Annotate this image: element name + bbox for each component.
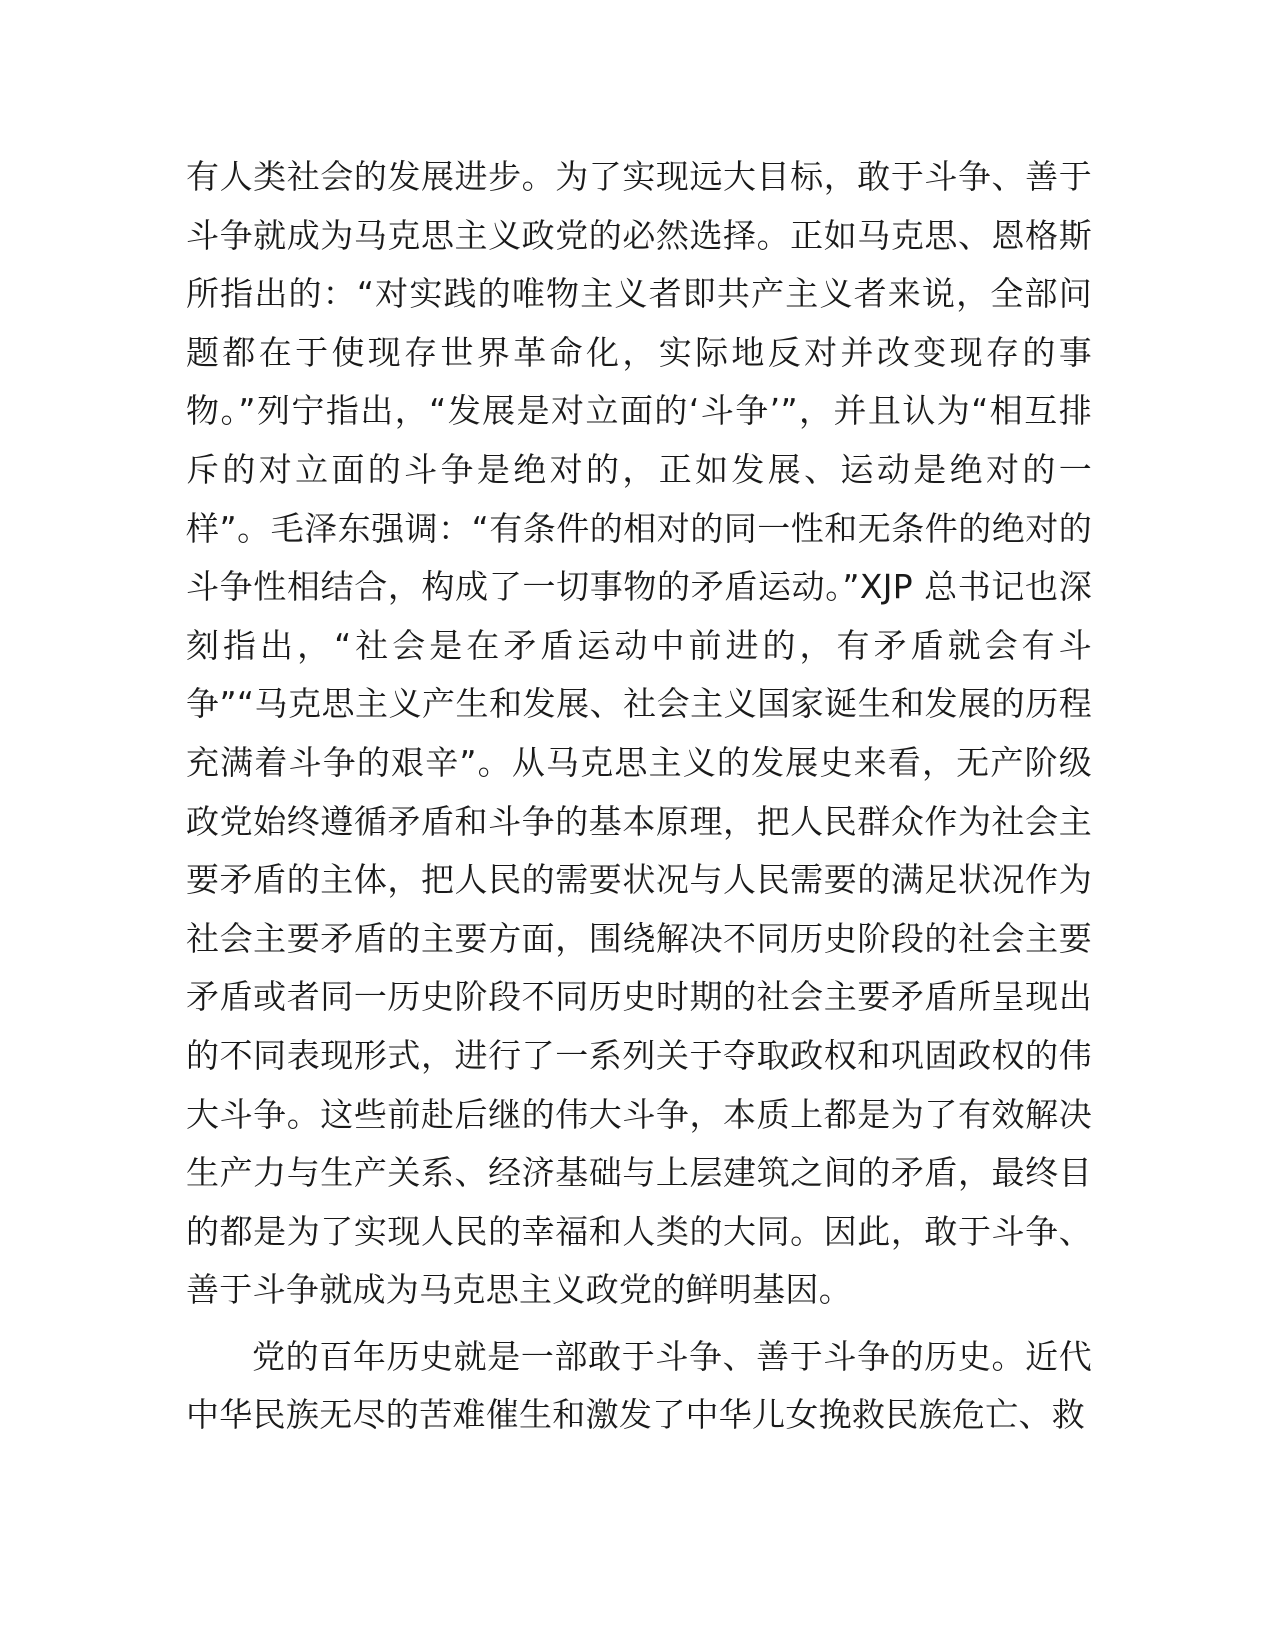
paragraph-1: 有人类社会的发展进步。为了实现远大目标，敢于斗争、善于斗争就成为马克思主义政党的必然选择。正如马克思、恩格斯所指出的：“对实践的唯物主义者即共产主义者来说，全部问题都在于使现存世界革命化，实际地反对并改变现存的事物。”列宁指出，“发展是对立面的‘斗争’”，并且认为“相互排斥的对立面的斗争是绝对的，正如发展、运动是绝对的一样”。毛泽东强调：“有条件的相对的同一性和无条件的绝对的斗争性相结合，构成了一切事物的矛盾运动。”XJP 总书记也深刻指出，“社会是在矛盾运动中前进的，有矛盾就会有斗争”“马克思主义产生和发展、社会主义国家诞生和发展的历程充满着斗争的艰辛”。从马克思主义的发展史来看，无产阶级政党始终遵循矛盾和斗争的基本原理，把人民群众作为社会主要矛盾的主体，把人民的需要状况与人民需要的满足状况作为社会主要矛盾的主要方面，围绕解决不同历史阶段的社会主要矛盾或者同一历史阶段不同历史时期的社会主要矛盾所呈现出的不同表现形式，进行了一系列关于夺取政权和巩固政权的伟大斗争。这些前赴后继的伟大斗争，本质上都是为了有效解决生产力与生产关系、经济基础与上层建筑之间的矛盾，最终目的都是为了实现人民的幸福和人类的大同。因此，敢于斗争、善于斗争就成为马克思主义政党的鲜明基因。: [186, 157, 1092, 1310]
body-text: [186, 148, 1092, 1445]
paragraph-2: 党的百年历史就是一部敢于斗争、善于斗争的历史。近代中华民族无尽的苦难催生和激发了中华儿女挽救民族危亡、救: [186, 1336, 1092, 1435]
